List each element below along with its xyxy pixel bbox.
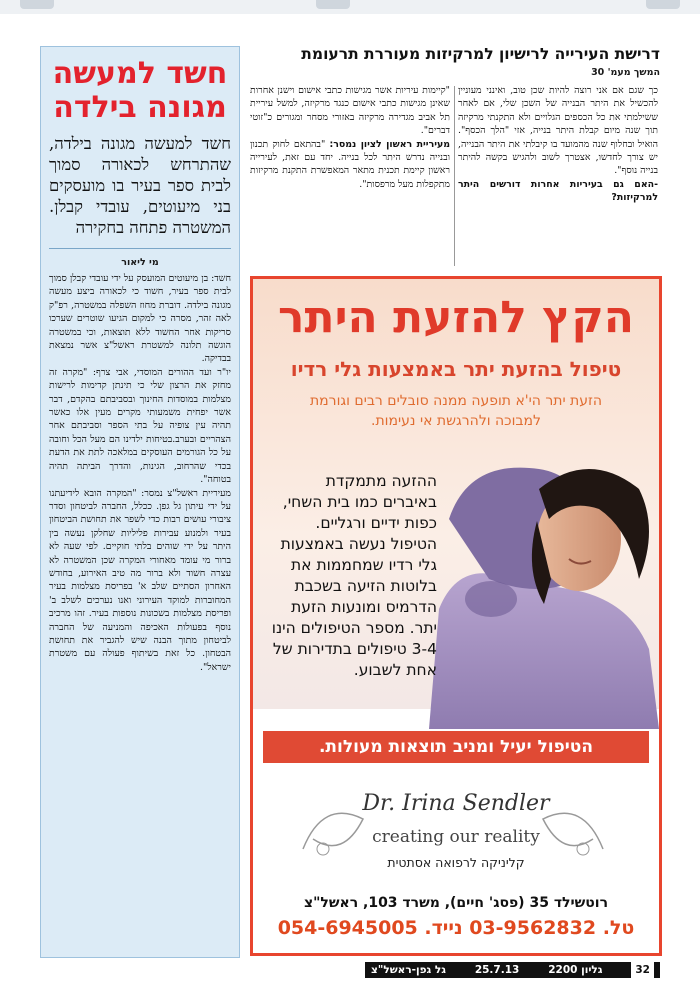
article-column-right xyxy=(458,84,658,205)
page-footer xyxy=(365,962,660,978)
page-number: 32 xyxy=(631,962,654,978)
sidebar-title: חשד למעשה מגונה בילדה xyxy=(52,56,228,125)
ad-banner: הטיפול יעיל ומניב תוצאות מעולות. xyxy=(263,731,649,763)
article-question: -האם גם בעיריות אחרות דורשים היתר למרקיזות? xyxy=(458,178,658,204)
article-column-left xyxy=(250,84,450,191)
ad-subtitle: טיפול בהזעת יתר באמצעות גלי רדיו xyxy=(290,357,622,381)
divider xyxy=(49,248,231,249)
sidebar-paragraph: יו"ר ועד ההורים המוסדי, אבי צרף: "מקרה זה מחזק את הרצון שלי כי תינתן קדימות לרישות מצלמות במוסדות החינוך ובסביבתם בהקדם, דבר אשר יפחית משמעותי מקרים מעין אלו כאשר תהיה עין צופיה על בתי הספר וסביבתם אחר הצהריים ובערב.בטיחות ילדינו הם מעל הכל וחובה על כל הגורמים העוסקים במלאכה לתת את הדעת בכדי שהרחוב, הגינות, והדרך הביתה תהיה בטוחה". xyxy=(49,366,231,486)
sidebar-paragraph: מעיריית ראשל"צ נמסר: "המקרה הובא לידיעתנו על ידי עיתון גל גפן. ככלל, החברה לביטחון וסדר ציבורי עושים רבות כדי לשפר את תחושת הביטחון בעיר ולמנוע עבירות פליליות שחלקן נעשה בין היתר על ידי שוהים בלתי חוקיים. לפי שעה לא ברור מי עומד מאחורי המקרה שכן המשטרה לא עצרה חשוד ולא ברור מה טיב האירוע, בחודש האחרון הסתיים שלב א' בפריסת מצלמות בעיר המחוברות למוקד העירוני ואנו נערכים לשלב ב' ופריסת מצלמות בשכונות נוספות בעיר. זהו מרכיב נוסף בפעולות האכיפה והמניעה של החברה לביטחון מתוך הבנה שיש להגביר את תחושת הבטחון. כל זאת בשיתוף פעולה עם משטרת ישראל". xyxy=(49,487,231,673)
ad-intro-line: למבוכה ולהרגשת אי נעימות. xyxy=(371,413,541,429)
sidebar-byline: מי ליאור xyxy=(121,257,159,268)
ad-title: הקץ להזעת היתר xyxy=(278,292,634,343)
article-continued: המשך מעמ' 30 xyxy=(591,67,660,78)
article-paragraph: "קיימות עיריות אשר מגישות כתבי אישום וישנן אחרות שאינן מגישות כתבי אישום כנגד מרקיזה, למשל עיריית תל אביב מגדירה מרקיזה באזורי מסחר ומגורים כ"זוטי דברים". xyxy=(250,85,450,137)
article-paragraph: כך שגם אם אני רוצה להיות שכן טוב, ואינני מעוניין להכשיל את היתר הבנייה של השכן שלי, אם לאחר ששילמתי את כל הכספים הגלויים ולא התקנתי מרקיזה תוך שנה מיום קבלת היתר בנייה, אזי "הלך הכסף". הואיל ובחלוף שנה מהמועד בו קיבלתי את היתר הבנייה, יש צורך לחדשו, אצטרך לשוב ולהגיש בקשה להיתר בנייה נוסף". xyxy=(458,85,658,177)
doctor-name: Dr. Irina Sendler xyxy=(362,791,550,816)
top-tab xyxy=(646,0,680,9)
clinic-name: קליניקה לרפואה אסתטית xyxy=(387,855,525,870)
article-headline: דרישת העירייה לרישיון למרקיזות מעוררת תרעומת xyxy=(301,45,660,63)
paper-name: גל גפן-ראשל"צ xyxy=(371,964,446,976)
ad-tagline: creating our reality xyxy=(372,827,540,847)
sidebar-lead: חשד למעשה מגונה בילדה, שהתרחש לכאורה סמוך לבית ספר בעיר בו מועסקים בני מיעוטים, עובדי קבלן. המשטרה פתחה בחקירה xyxy=(49,134,231,237)
top-tab xyxy=(20,0,54,9)
sidebar-story xyxy=(40,46,240,958)
column-divider xyxy=(454,86,455,266)
issue-number: גליון 2200 xyxy=(548,964,603,976)
article-lead: מעיריית ראשון לציון נמסר: xyxy=(329,138,450,150)
clinic-phones: טל. 03-9562832 נייד. 054-6945005 xyxy=(277,917,635,939)
advertisement xyxy=(250,276,662,956)
issue-date: 25.7.13 xyxy=(474,964,520,976)
ad-intro-line: הזעת יתר הי'א תופעה ממנה סובלים רבים וגורמת xyxy=(309,393,603,409)
top-tab xyxy=(316,0,350,9)
sidebar-paragraph: חשד: בן מיעוטים המועסק על ידי עובדי קבלן סמוך לבית ספר בעיר, חשוד כי לכאורה ביצע מעשה מגונה בילדה. דוברת מחוז השפלה במשטרה, רפ"ק לאה זהר, מסרה כי למקום הגיעו שוטרים שערכו סריקות אחר החשוד ללא תוצאות, וכי במשטרה הוגשה תלונה למשטרת ראשל"צ אשר נמצאת בבדיקה. xyxy=(49,273,231,365)
clinic-address: רוטשילד 35 (פסג' חיים), משרד 103, ראשל"צ xyxy=(303,895,609,911)
article-paragraph: "בהתאם לחוק תכנון ובנייה נדרש היתר לכל בנייה. יחד עם זאת, לעירייה ראשון קיימת תכנית מתאר המאפשרת התקנת מרקיזות מתקפלות מעל מרפסות". xyxy=(250,138,450,190)
page-top-strip xyxy=(0,0,700,14)
woman-photo xyxy=(429,429,659,729)
ad-body: ההזעה מתמקדת באיברים כמו בית השחי, כפות ידיים ורגליים. הטיפול נעשה באמצעות גלי רדיו שמחממות את בלוטות הזיעה בשכבת הדרמיס ומונעות הזעת יתר. מספר הטיפולים הינו 3-4 טיפולים בתדירות של אחת לשבוע. xyxy=(271,472,437,679)
